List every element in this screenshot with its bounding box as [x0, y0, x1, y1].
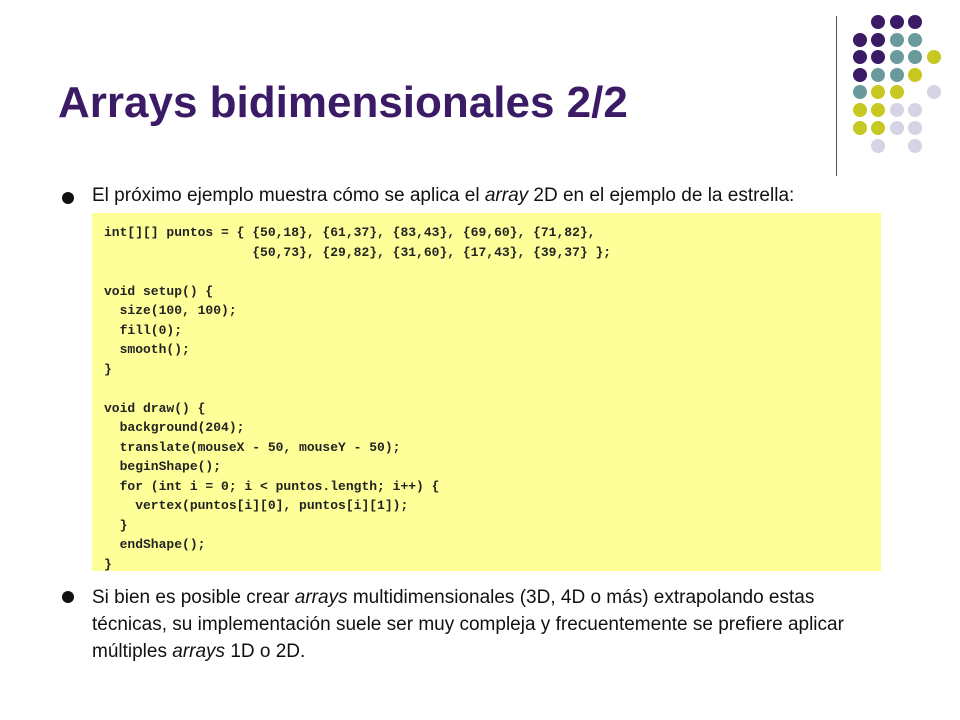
code-line: size(100, 100);	[104, 303, 237, 318]
code-line: }	[104, 556, 112, 572]
decorative-dot	[871, 121, 885, 135]
decorative-dot	[890, 85, 904, 99]
decorative-dot	[908, 103, 922, 117]
code-line	[104, 379, 869, 399]
decorative-dot	[853, 121, 867, 135]
code-line: }	[104, 517, 128, 533]
decorative-dot	[908, 50, 922, 64]
decorative-dot	[853, 85, 867, 99]
decorative-dot	[871, 68, 885, 82]
code-line: void draw() {	[104, 400, 206, 416]
decorative-dot	[927, 50, 941, 64]
decorative-dot	[871, 139, 885, 153]
decorative-dot	[908, 121, 922, 135]
decorative-dot	[908, 33, 922, 47]
code-line: translate(mouseX - 50, mouseY - 50);	[104, 439, 401, 455]
code-line: vertex(puntos[i][0], puntos[i][1]);	[104, 498, 409, 513]
code-line: endShape();	[104, 537, 206, 552]
code-line: fill(0);	[104, 322, 183, 338]
code-line: background(204);	[104, 420, 245, 435]
decorative-dot	[890, 68, 904, 82]
decorative-dot	[871, 15, 885, 29]
code-line: {50,73}, {29,82}, {31,60}, {17,43}, {39,37} };	[104, 244, 612, 260]
decorative-dot	[890, 50, 904, 64]
decorative-dot	[908, 15, 922, 29]
slide-title: Arrays bidimensionales 2/2	[58, 78, 628, 127]
decorative-dot	[853, 33, 867, 47]
code-line: beginShape();	[104, 459, 222, 474]
decorative-dot	[853, 103, 867, 117]
code-line: for (int i = 0; i < puntos.length; i++) {	[104, 478, 440, 494]
decorative-dot	[871, 50, 885, 64]
decorative-dot	[890, 33, 904, 47]
code-block	[92, 213, 881, 571]
code-line	[104, 262, 869, 282]
code-line: smooth();	[104, 342, 190, 357]
decorative-dot	[871, 85, 885, 99]
bullet-icon	[62, 192, 74, 204]
bullet-text-intro: El próximo ejemplo muestra cómo se aplica el array 2D en el ejemplo de la estrella:	[92, 185, 795, 206]
decorative-dot	[908, 139, 922, 153]
decorative-dot	[853, 68, 867, 82]
decorative-dot	[853, 50, 867, 64]
code-line: int[][] puntos = { {50,18}, {61,37}, {83,43}, {69,60}, {71,82},	[104, 225, 596, 240]
code-line: void setup() {	[104, 283, 214, 299]
decorative-dot	[890, 121, 904, 135]
bullet-icon	[62, 591, 74, 603]
bullet-text-conclusion: Si bien es posible crear arrays multidimensionales (3D, 4D o más) extrapolando estas técnicas, su implementación suele ser muy compleja y frecuentemente se prefiere aplicar múltiples arrays 1D o 2D.	[92, 587, 844, 662]
decorative-dot	[927, 85, 941, 99]
decorative-dot	[871, 103, 885, 117]
decorative-dot	[890, 103, 904, 117]
decorative-divider-line	[836, 16, 837, 176]
decorative-dot	[871, 33, 885, 47]
code-line: }	[104, 361, 112, 377]
decorative-dot	[908, 68, 922, 82]
decorative-dot	[890, 15, 904, 29]
